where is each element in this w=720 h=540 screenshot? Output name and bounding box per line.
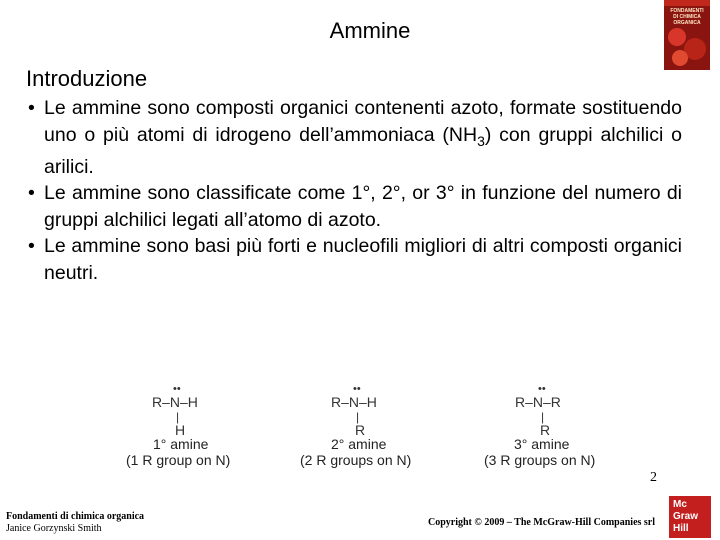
bullet-list (26, 95, 682, 286)
bullet-item: • Le ammine sono classificate come 1°, 2°, or 3° in funzione del numero di gruppi alchilici legati all’atomo di azoto. (28, 182, 682, 231)
book-cover-title: FONDAMENTI DI CHIMICA ORGANICA (670, 8, 704, 26)
bullet-glyph: • (28, 235, 35, 258)
structure-sublabel: (2 R groups on N) (300, 452, 412, 468)
structure-sublabel: (1 R group on N) (126, 452, 231, 468)
structure-label: 3° amine (514, 436, 570, 452)
bullet-glyph: • (28, 182, 35, 205)
page-number: 2 (650, 470, 657, 485)
structure-label: 1° amine (153, 436, 209, 452)
section-heading: Introduzione (26, 66, 148, 91)
footer-book-info (6, 511, 144, 535)
bullet-item: • Le ammine sono basi più forti e nucleofili migliori di altri composti organici neutri. (28, 235, 682, 284)
mcgraw-hill-logo: Mc Graw Hill (669, 496, 711, 538)
footer-author: Janice Gorzynski Smith (6, 523, 102, 534)
structure-formula: R–N–H (152, 394, 198, 410)
footer-book-title: Fondamenti di chimica organica (6, 511, 145, 522)
primary-amine-structure: •• R–N–H | H 1° amine (1 R group on N) (126, 383, 231, 468)
bullet-glyph: • (28, 97, 35, 119)
secondary-amine-structure: •• R–N–H | R 2° amine (2 R groups on N) (300, 383, 412, 468)
structure-formula: R–N–H (331, 394, 377, 410)
tertiary-amine-structure: •• R–N–R | R 3° amine (3 R groups on N) (484, 383, 596, 468)
structure-formula: R–N–R (515, 394, 561, 410)
structure-sublabel: (3 R groups on N) (484, 452, 596, 468)
bullet-item: • Le ammine sono composti organici contenenti azoto, formate sostituendo uno o più atomi di idrogeno dell’ammoniaca $(NH_3)$ con gruppi alchilici o arilici. (28, 97, 682, 178)
copyright-notice: Copyright © 2009 – The McGraw-Hill Companies srl (428, 517, 656, 528)
book-cover-image (664, 0, 710, 70)
slide-title: Ammine (329, 18, 411, 43)
structure-label: 2° amine (331, 436, 387, 452)
